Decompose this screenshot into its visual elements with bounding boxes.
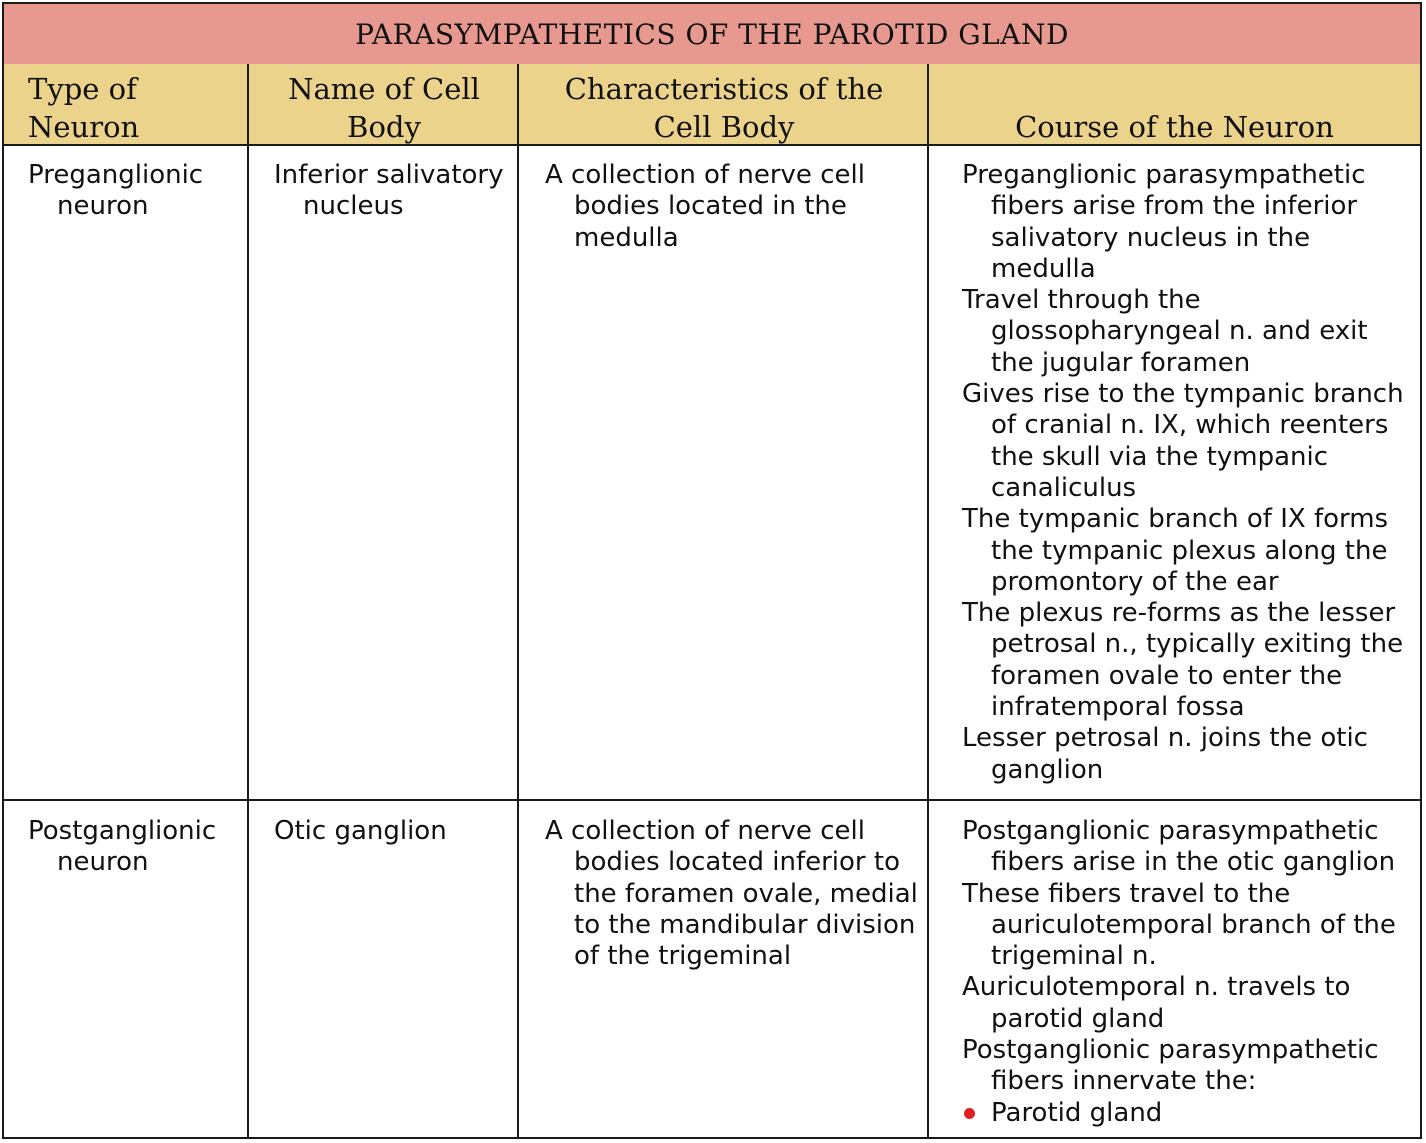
row2-cell-body-cell [274, 816, 514, 847]
parotid-table [2, 2, 1422, 1139]
header-characteristics [519, 64, 929, 146]
row2-type: Postganglionic neuron [28, 816, 217, 878]
header-label: Name of Cell Body [288, 72, 480, 144]
header-name-of-cell-body [249, 64, 519, 146]
row2-characteristics-cell [545, 816, 920, 972]
header-course-of-neuron [929, 64, 1420, 146]
course-item: Postganglionic parasympathetic fibers innervate the: [962, 1035, 1379, 1097]
course-item: Lesser petrosal n. joins the otic ganglion [962, 723, 1368, 785]
row1-type: Preganglionic neuron [28, 160, 204, 222]
column-divider [247, 64, 249, 1137]
course-item: Auriculotemporal n. travels to parotid gland [962, 972, 1351, 1034]
course-item: The plexus re-forms as the lesser petrosal n., typically exiting the foramen ovale to enter the infratemporal fossa [962, 598, 1404, 723]
course-item: Gives rise to the tympanic branch of cranial n. IX, which reenters the skull via the tympanic canaliculus [962, 379, 1404, 503]
row1-characteristics: A collection of nerve cell bodies located in the medulla [545, 160, 865, 253]
row-divider [4, 799, 1420, 801]
header-label: Type of Neuron [28, 72, 140, 144]
header-type-of-neuron [4, 64, 249, 146]
course-item: The tympanic branch of IX forms the tympanic plexus along the promontory of the ear [962, 504, 1389, 597]
course-item: Travel through the glossopharyngeal n. and exit the jugular foramen [962, 285, 1368, 378]
row1-course-cell [962, 160, 1412, 786]
bullet-text: Parotid gland [991, 1097, 1163, 1128]
bullet-icon [964, 1108, 975, 1119]
row2-characteristics: A collection of nerve cell bodies located inferior to the foramen ovale, medial to the mandibular division of the trigeminal [545, 816, 918, 972]
header-label: Course of the Neuron [1015, 110, 1334, 144]
row2-course-cell [962, 816, 1417, 1129]
course-item: Preganglionic parasympathetic fibers arise from the inferior salivatory nucleus in the medulla [962, 160, 1366, 284]
row1-type-cell [28, 160, 238, 223]
column-divider [517, 64, 519, 1137]
header-label: Characteristics of the Cell Body [564, 72, 884, 144]
row1-characteristics-cell [545, 160, 890, 254]
row2-cell-body: Otic ganglion [274, 816, 447, 846]
column-divider [927, 64, 929, 1137]
row1-cell-body-cell [274, 160, 514, 223]
row1-cell-body: Inferior salivatory nucleus [274, 160, 504, 222]
course-item: These fibers travel to the auriculotemporal branch of the trigeminal n. [962, 878, 1396, 972]
table-title: PARASYMPATHETICS OF THE PAROTID GLAND [4, 4, 1420, 66]
row2-type-cell [28, 816, 238, 879]
course-item: Postganglionic parasympathetic fibers arise in the otic ganglion [962, 816, 1396, 878]
bullet-item [962, 1098, 1417, 1129]
